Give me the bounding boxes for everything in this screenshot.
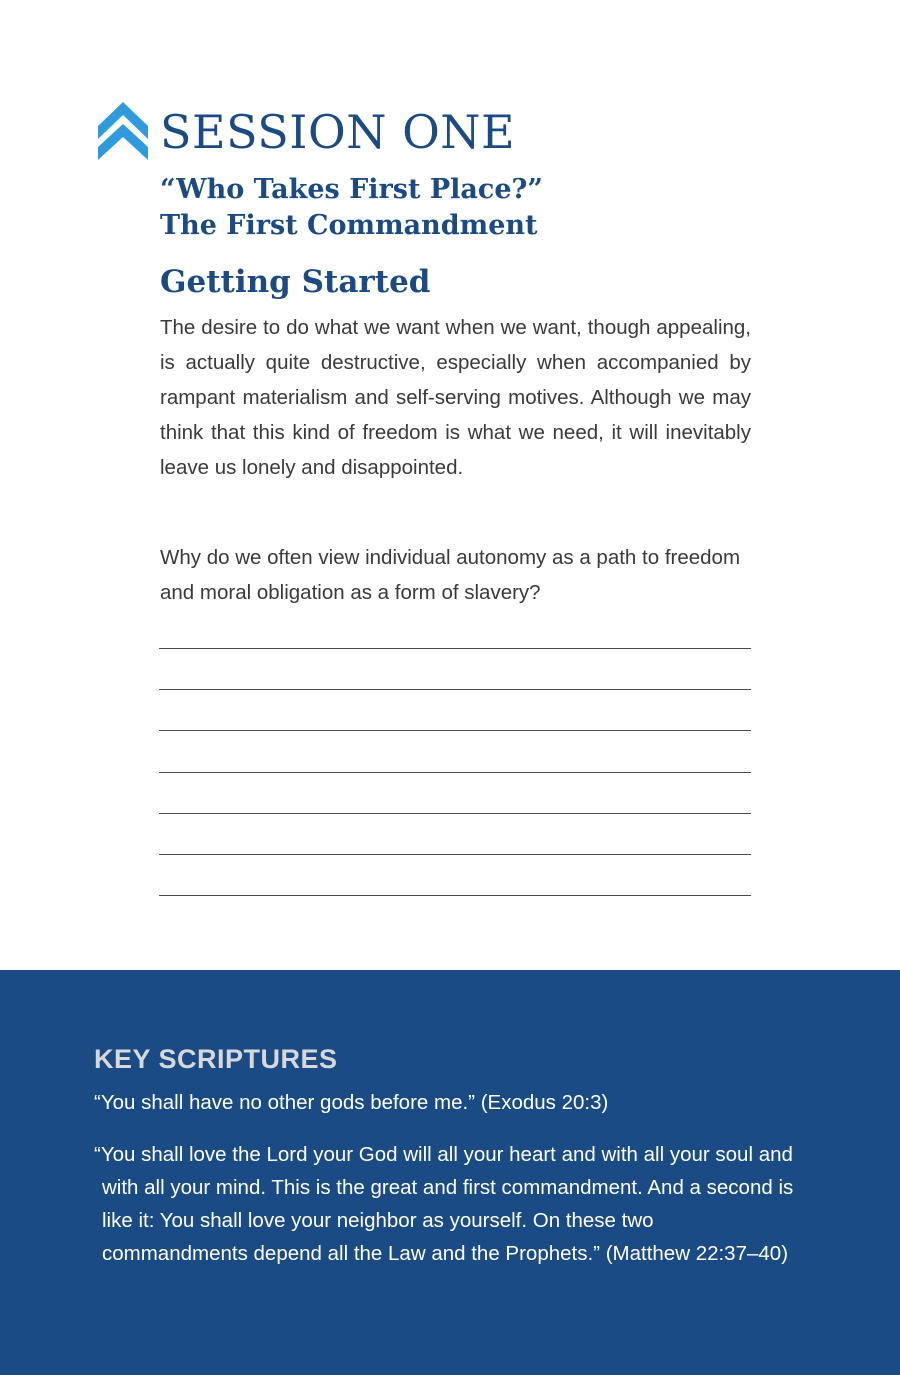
double-chevron-up-icon bbox=[98, 102, 148, 160]
answer-line bbox=[159, 689, 751, 690]
scripture-verse-exodus: “You shall have no other gods before me.” (Exodus 20:3) bbox=[94, 1091, 609, 1114]
scripture-verse-matthew: “You shall love the Lord your God will all your heart and with all your soul and with all your mind. This is the great and first commandment. And a second is like it: You shall love your neighbor as yourself. On these two commandments depend all the Law and the Prophets.” (Matthew 22:37–40) bbox=[94, 1143, 794, 1265]
session-title: SESSION ONE bbox=[160, 105, 516, 159]
key-scriptures-panel bbox=[0, 970, 900, 1375]
key-scriptures-heading: KEY SCRIPTURES bbox=[94, 1044, 338, 1074]
answer-line bbox=[159, 648, 751, 649]
answer-line bbox=[159, 730, 751, 731]
answer-line bbox=[159, 895, 751, 896]
intro-paragraph: The desire to do what we want when we want, though appealing, is actually quite destructive, especially when accompanied by rampant materialism and self-serving motives. Although we may think that this kind of freedom is what we need, it will inevitably leave us lonely and disappointed. bbox=[160, 316, 751, 479]
answer-line bbox=[159, 772, 751, 773]
answer-line bbox=[159, 813, 751, 814]
discussion-question: Why do we often view individual autonomy as a path to freedom and moral obligation as a form of slavery? bbox=[160, 546, 741, 604]
getting-started-heading: Getting Started bbox=[160, 264, 431, 300]
answer-lines bbox=[159, 648, 751, 936]
subtitle-line-1: “Who Takes First Place?” bbox=[160, 174, 543, 205]
answer-line bbox=[159, 854, 751, 855]
session-subtitle bbox=[160, 172, 543, 244]
subtitle-line-2: The First Commandment bbox=[160, 210, 538, 241]
